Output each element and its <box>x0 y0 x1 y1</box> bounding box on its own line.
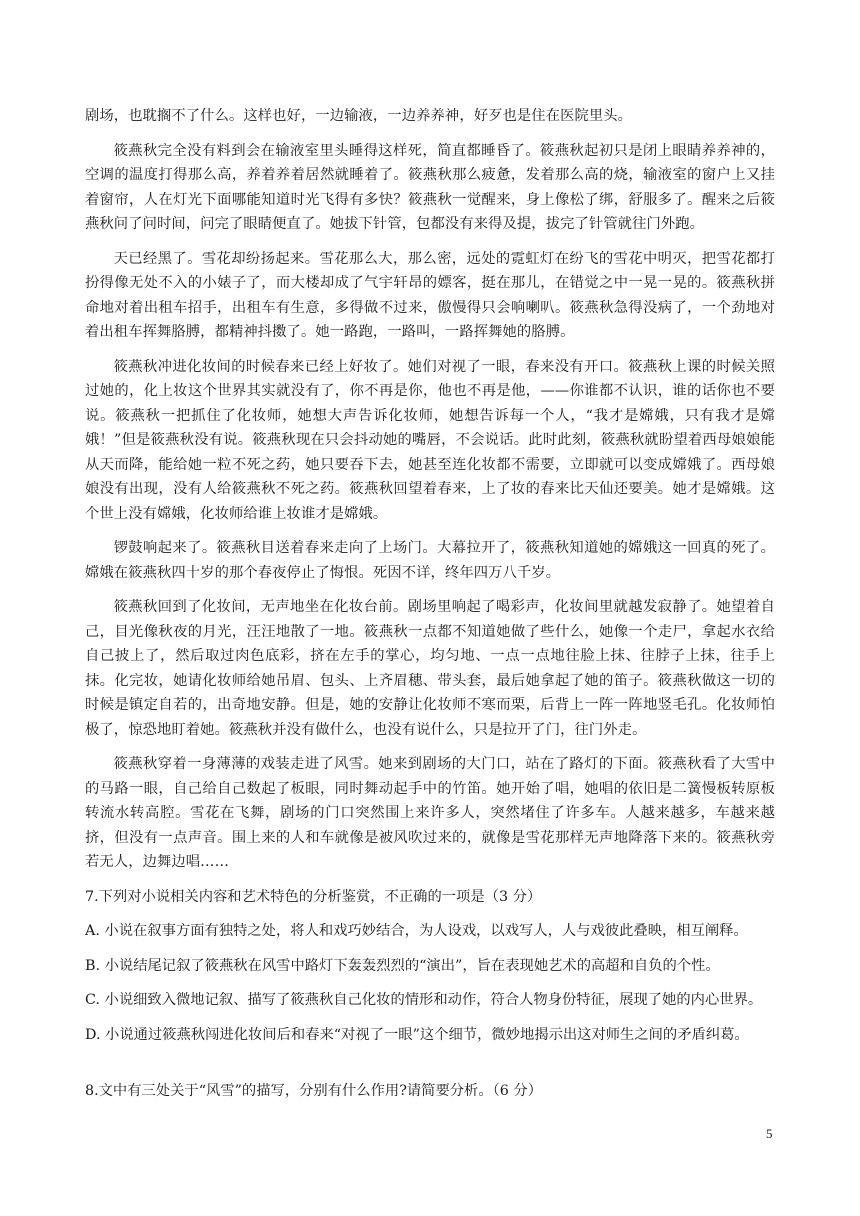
question-7-stem: 7.下列对小说相关内容和艺术特色的分析鉴赏，不正确的一项是（3 分） <box>85 888 542 905</box>
question-7-option-d: D. 小说通过筱燕秋闯进化妆间后和春来“对视了一眼”这个细节，微妙地揭示出这对师生之间的矛盾纠葛。 <box>85 1026 749 1043</box>
passage-paragraph-2: 筱燕秋完全没有料到会在输液室里头睡得这样死，简直都睡昏了。筱燕秋起初只是闭上眼睛养养神的，空调的温度打得那么高，养着养着居然就睡着了。筱燕秋那么疲惫，发着那么高的烧，输液室的窗户上又挂着窗帘，人在灯光下面哪能知道时光飞得有多快？筱燕秋一觉醒来，身上像松了绑，舒服多了。醒来之后筱燕秋问了问时间，问完了眼睛便直了。她拔下针管，包都没有来得及提，拔完了针管就往门外跑。 <box>85 142 775 232</box>
passage-paragraph-1: 剧场，也耽搁不了什么。这样也好，一边输液，一边养养神，好歹也是住在医院里头。 <box>85 108 633 124</box>
passage-paragraph-5: 锣鼓响起来了。筱燕秋目送着春来走向了上场门。大幕拉开了，筱燕秋知道她的嫦娥这一回真的死了。嫦娥在筱燕秋四十岁的那个春夜停止了悔恨。死因不详，终年四万八千岁。 <box>85 540 775 581</box>
passage-paragraph-6: 筱燕秋回到了化妆间，无声地坐在化妆台前。剧场里响起了喝彩声，化妆间里就越发寂静了。她望着自己，目光像秋夜的月光，汪汪地散了一地。筱燕秋一点都不知道她做了些什么，她像一个走尸，拿起水衣给自己披上了，然后取过肉色底彩，挤在左手的掌心，均匀地、一点一点地往脸上抹、往脖子上抹，往手上抹。化完妆，她请化妆师给她吊眉、包头、上齐眉穗、带头套，最后她拿起了她的笛子。筱燕秋做这一切的时候是镇定自若的，出奇地安静。但是，她的安静让化妆师不寒而栗，后背上一阵一阵地竖毛孔。化妆师怕极了，惊恐地盯着她。筱燕秋并没有做什么，也没有说什么，只是拉开了门，往门外走。 <box>85 599 775 738</box>
document-page <box>85 104 775 1114</box>
question-7-option-b: B. 小说结尾记叙了筱燕秋在风雪中路灯下轰轰烈烈的“演出”，旨在表现她艺术的高超和自负的个性。 <box>85 957 720 974</box>
question-8-stem: 8.文中有三处关于“风雪”的描写，分别有什么作用?请简要分析。（6 分） <box>85 1083 543 1099</box>
passage-paragraph-7: 筱燕秋穿着一身薄薄的戏装走进了风雪。她来到剧场的大门口，站在了路灯的下面。筱燕秋看了大雪中的马路一眼，自己给自己数起了板眼，同时舞动起手中的竹笛。她开始了唱，她唱的依旧是二簧慢板转原板转流水转高腔。雪花在飞舞，剧场的门口突然围上来许多人，突然堵住了许多车。人越来越多，车越来越挤，但没有一点声音。围上来的人和车就像是被风吹过来的，就像是雪花那样无声地降落下来的。筱燕秋旁若无人，边舞边唱…… <box>85 756 775 870</box>
question-gap <box>85 1057 775 1079</box>
passage-paragraph-4: 筱燕秋冲进化妆间的时候春来已经上好妆了。她们对视了一眼，春来没有开口。筱燕秋上课的时候关照过她的，化上妆这个世界其实就没有了，你不再是你，他也不再是他，——你谁都不认识，谁的话你也不要说。筱燕秋一把抓住了化妆师，她想大声告诉化妆师，她想告诉每一个人，“我才是嫦娥，只有我才是嫦娥！”但是筱燕秋没有说。筱燕秋现在只会抖动她的嘴唇，不会说话。此时此刻，筱燕秋就盼望着西母娘娘能从天而降，能给她一粒不死之药，她只要吞下去，她甚至连化妆都不需要，立即就可以变成嫦娥了。西母娘娘没有出现，没有人给筱燕秋不死之药。筱燕秋回望着春来，上了妆的春来比天仙还要美。她才是嫦娥。这个世上没有嫦娥，化妆师给谁上妆谁才是嫦娥。 <box>85 358 775 522</box>
question-7-option-a: A. 小说在叙事方面有独特之处，将人和戏巧妙结合，为人设戏，以戏写人，人与戏彼此叠映，相互阐释。 <box>85 923 748 939</box>
passage-paragraph-3: 天已经黑了。雪花却纷扬起来。雪花那么大，那么密，远处的霓虹灯在纷飞的雪花中明灭，把雪花都打扮得像无处不入的小婊子了，而大楼却成了气宇轩昂的嫖客，挺在那儿，在错觉之中一晃一晃的。筱燕秋拼命地对着出租车招手，出租车有生意，多得做不过来，傲慢得只会响喇叭。筱燕秋急得没病了，一个劲地对着出租车挥舞胳膊，都精神抖擞了。她一路跑，一路叫，一路挥舞她的胳膊。 <box>85 250 775 340</box>
question-7-option-c: C. 小说细致入微地记叙、描写了筱燕秋自己化妆的情形和动作，符合人物身份特征，展现了她的内心世界。 <box>85 992 763 1008</box>
page-number: 5 <box>766 1126 773 1141</box>
